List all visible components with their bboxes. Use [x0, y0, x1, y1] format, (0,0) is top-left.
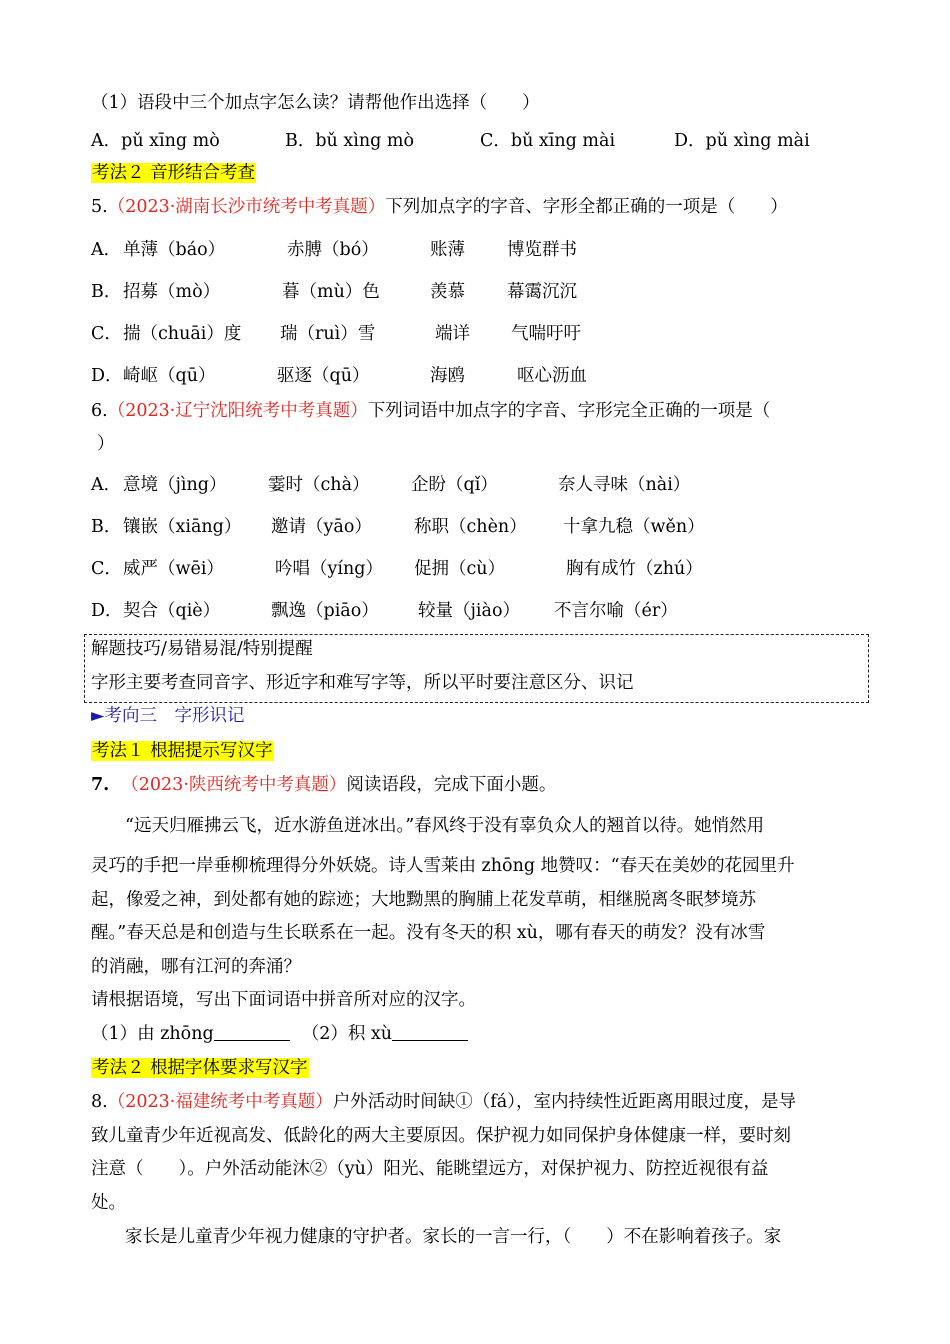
- q5-d-1: 崎岖（qū）: [123, 366, 216, 386]
- q6-b-1: 镶嵌（xiāng）: [123, 517, 242, 537]
- q7-stem-line: [91, 774, 556, 796]
- tip-body: 字形主要考查同音字、形近字和难写字等，所以平时要注意区分、识记: [91, 673, 634, 693]
- q5-b-2: 暮（mù）色: [282, 282, 380, 302]
- q6-a-3: 企盼（qǐ）: [411, 475, 498, 495]
- q7-para-line-1: “远天归雁拂云飞，近水游鱼迸冰出。”春风终于没有辜负众人的翘首以待。她悄然用: [125, 816, 765, 836]
- q6-d-1: 契合（qiè）: [123, 601, 221, 621]
- q5-stem-line: [91, 196, 788, 218]
- q7-instruction: 请根据语境，写出下面词语中拼音所对应的汉字。: [91, 990, 476, 1010]
- tip-title: 解题技巧/易错易混/特别提醒: [91, 639, 313, 659]
- q6-source: （2023·辽宁沈阳统考中考真题）: [107, 401, 368, 421]
- q5-c-4: 气喘吁吁: [511, 324, 581, 344]
- q8-line-1: [91, 1091, 796, 1113]
- q6-a-2: 霎时（chà）: [268, 475, 370, 495]
- q5-a-4: 博览群书: [507, 240, 577, 260]
- q6-b-4: 十拿九稳（wěn）: [563, 517, 705, 537]
- q8-source: （2023·福建统考中考真题）: [107, 1092, 333, 1112]
- method-heading-2b: [91, 1057, 309, 1079]
- q5-b-4: 幕霭沉沉: [507, 282, 577, 302]
- q5-row-c-label: C．: [91, 324, 122, 344]
- q7-stem: 阅读语段，完成下面小题。: [346, 775, 557, 795]
- q6-number: 6.: [91, 401, 108, 421]
- method-heading: [91, 162, 256, 184]
- q5-b-3: 羡慕: [430, 282, 465, 302]
- q6-b-2: 邀请（yāo）: [271, 517, 372, 537]
- q8-number: 8.: [91, 1092, 108, 1112]
- q7-subquestions: [91, 1023, 468, 1045]
- q7-sub1: （1）由 zhōng: [91, 1024, 214, 1044]
- q5-source: （2023·湖南长沙市统考中考真题）: [107, 197, 386, 217]
- direction-heading: ►考向三 字形识记: [91, 706, 245, 726]
- q8-text-1: 户外活动时间缺①（fá），室内持续性近距离用眼过度，是导: [332, 1092, 796, 1112]
- q5-a-3: 账薄: [430, 240, 465, 260]
- q5-row-d-label: D．: [91, 366, 123, 386]
- q8-line-5: 家长是儿童青少年视力健康的守护者。家长的一言一行，（ ）不在影响着孩子。家: [125, 1227, 782, 1247]
- answer-blank-2[interactable]: [392, 1024, 468, 1041]
- q6-row-a-label: A．: [91, 475, 122, 495]
- q6-stem: 下列词语中加点字的字音、字形完全正确的一项是（: [367, 401, 771, 421]
- q6-row-b-label: B．: [91, 517, 122, 537]
- q5-stem: 下列加点字的字音、字形全都正确的一项是（ ）: [385, 197, 788, 217]
- q6-d-3: 较量（jiào）: [418, 601, 520, 621]
- q7-para-line-5: 的消融，哪有江河的奔涌？: [91, 957, 301, 977]
- q6-c-2: 吟唱（yíng）: [275, 559, 383, 579]
- q6-row-d-label: D．: [91, 601, 123, 621]
- q6-c-4: 胸有成竹（zhú）: [566, 559, 703, 579]
- q5-a-2: 赤膊（bó）: [287, 240, 379, 260]
- q7-para-line-4: 醒。”春天总是和创造与生长联系在一起。没有冬天的积 xù，哪有春天的萌发？没有冰雪: [91, 923, 766, 943]
- question-text: （1）语段中三个加点字怎么读？请帮他作出选择（ ）: [91, 93, 540, 113]
- q8-line-4: 处。: [91, 1193, 126, 1213]
- q5-d-2: 驱逐（qū）: [277, 366, 370, 386]
- q5-number: 5.: [91, 197, 108, 217]
- q6-a-4: 奈人寻味（nài）: [558, 475, 691, 495]
- q5-c-3: 端详: [435, 324, 470, 344]
- q6-a-1: 意境（jìng）: [123, 475, 227, 495]
- answer-blank-1[interactable]: [214, 1024, 290, 1041]
- q5-a-1: 单薄（báo）: [123, 240, 226, 260]
- q6-d-4: 不言尔喻（ér）: [554, 601, 678, 621]
- q6-d-2: 飘逸（piāo）: [271, 601, 379, 621]
- q5-c-1: 揣（chuāi）度: [123, 324, 242, 344]
- option-a: A．pǔ xīng mò: [91, 131, 220, 151]
- q5-row-a-label: A．: [91, 240, 122, 260]
- q7-para-line-3: 起，像爱之神，到处都有她的踪迹；大地黝黑的胸脯上花发草萌，相继脱离冬眠梦境苏: [91, 890, 756, 910]
- q5-d-4: 呕心沥血: [517, 366, 587, 386]
- method-heading-1: [91, 740, 274, 762]
- q5-row-b-label: B．: [91, 282, 122, 302]
- q6-stem-line: [91, 400, 770, 422]
- option-d: D．pǔ xìng mài: [674, 131, 810, 151]
- q6-c-1: 威严（wēi）: [123, 559, 224, 579]
- q8-line-3: 注意（ ）。户外活动能沐②（yù）阳光、能眺望远方，对保护视力、防控近视很有益: [91, 1159, 769, 1179]
- q5-c-2: 瑞（ruì）雪: [280, 324, 376, 344]
- q6-b-3: 称职（chèn）: [414, 517, 527, 537]
- q7-para-line-2: 灵巧的手把一岸垂柳梳理得分外妖娆。诗人雪莱由 zhōng 地赞叹：“春天在美妙的花园里升: [91, 856, 795, 876]
- q7-number: 7.: [91, 775, 110, 795]
- q8-line-2: 致儿童青少年近视高发、低龄化的两大主要原因。保护视力如同保护身体健康一样，要时刻: [91, 1126, 791, 1146]
- q7-source: （2023·陕西统考中考真题）: [121, 775, 347, 795]
- method-heading-text: 考法２ 音形结合考查: [92, 163, 256, 183]
- method-heading-2b-text: 考法２ 根据字体要求写汉字: [92, 1058, 308, 1078]
- q6-stem-end: ）: [97, 434, 115, 454]
- q5-d-3: 海鸥: [430, 366, 465, 386]
- method-heading-1-text: 考法１ 根据提示写汉字: [92, 741, 273, 761]
- q6-row-c-label: C．: [91, 559, 122, 579]
- q7-sub2: （2）积 xù: [301, 1024, 393, 1044]
- option-c: C．bǔ xīng mài: [480, 131, 616, 151]
- option-b: B．bǔ xìng mò: [285, 131, 415, 151]
- q6-c-3: 促拥（cù）: [414, 559, 506, 579]
- q5-b-1: 招募（mò）: [123, 282, 221, 302]
